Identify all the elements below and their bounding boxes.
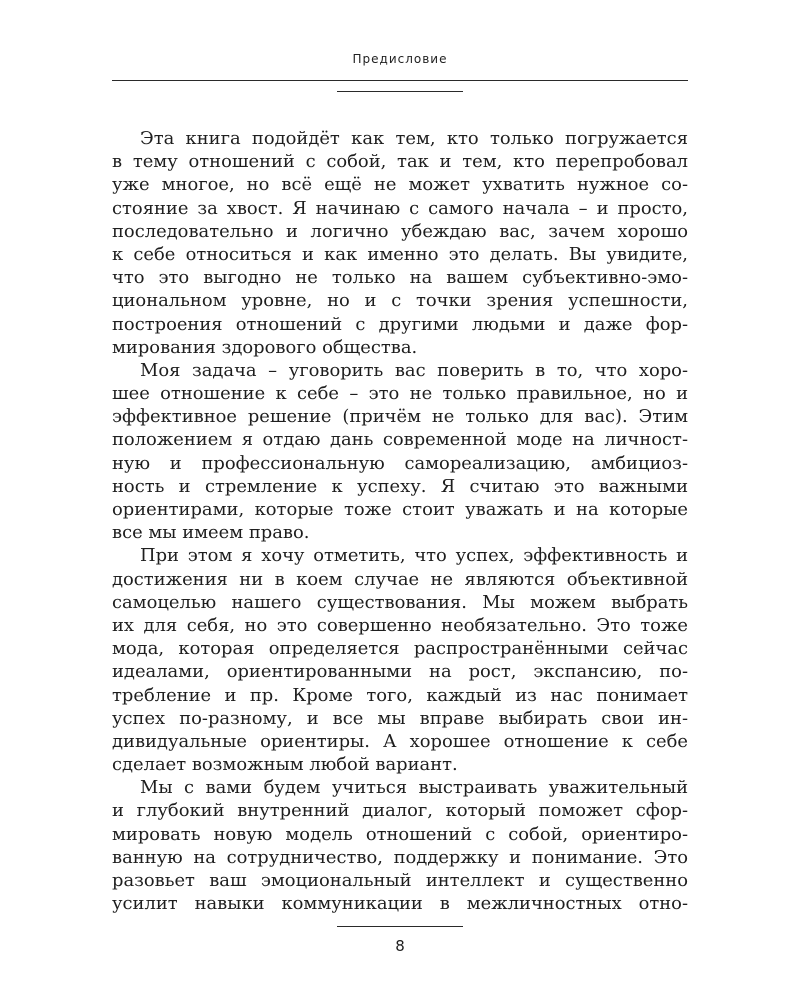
text-line: положением я отдаю дань современной моде на личност-: [112, 429, 688, 451]
text-line: циональном уровне, но и с точки зрения успешности,: [112, 290, 688, 312]
text-line: к себе относиться и как именно это делать. Вы увидите,: [112, 243, 688, 265]
text-line: их для себя, но это совершенно необязательно. Это тоже: [112, 614, 688, 636]
text-line: самоцелью нашего существования. Мы можем выбрать: [112, 591, 688, 613]
text-line: ориентирами, которые тоже стоит уважать и на которые: [112, 499, 688, 520]
text-line: Эта книга подойдёт как тем, кто только погружается: [140, 128, 688, 149]
text-line: ность и стремление к успеху. Я считаю это важными: [112, 475, 688, 497]
text-line: мирования здорового общества.: [112, 336, 418, 358]
text-line: уже многое, но всё ещё не может ухватить нужное со-: [112, 174, 688, 196]
text-line: эффективное решение (причём не только для вас). Этим: [112, 406, 688, 428]
text-line: При этом я хочу отметить, что успех, эффективность и: [140, 545, 688, 567]
text-line: построения отношений с другими людьми и даже фор-: [112, 313, 688, 335]
paragraph: [112, 127, 688, 359]
text-line: стояние за хвост. Я начинаю с самого начала – и просто,: [112, 197, 688, 219]
text-line: все мы имеем право.: [112, 522, 310, 544]
text-line: идеалами, ориентированными на рост, экспансию, по-: [112, 661, 688, 683]
text-line: что это выгодно не только на вашем субъективно-эмо-: [112, 267, 688, 289]
text-line: успех по-разному, и все мы вправе выбирать свои ин-: [112, 707, 688, 729]
paragraph: [112, 359, 688, 545]
text-line: усилит навыки коммуникации в межличностных отно-: [112, 893, 688, 915]
text-line: последовательно и логично убеждаю вас, зачем хорошо: [112, 220, 688, 242]
running-head: Предисловие: [352, 52, 448, 66]
text-line: мода, которая определяется распространёнными сейчас: [112, 638, 688, 660]
text-line: разовьет ваш эмоциональный интеллект и существенно: [112, 870, 688, 891]
footer-short-rule: [337, 926, 463, 927]
text-line: мировать новую модель отношений с собой, ориентиро-: [112, 823, 688, 845]
text-line: Моя задача – уговорить вас поверить в то, что хоро-: [140, 359, 688, 381]
text-line: шее отношение к себе – это не только правильное, но и: [112, 383, 688, 405]
header-rule: [112, 80, 688, 81]
text-line: и глубокий внутренний диалог, который поможет сфор-: [112, 800, 688, 822]
paragraph: [112, 544, 688, 776]
body-text: [112, 127, 688, 915]
text-line: ную и профессиональную самореализацию, амбициоз-: [112, 452, 688, 474]
text-line: Мы с вами будем учиться выстраивать уважительный: [140, 777, 688, 799]
paragraph: [112, 776, 688, 915]
text-line: достижения ни в коем случае не являются объективной: [112, 568, 688, 590]
text-line: в тему отношений с собой, так и тем, кто перепробовал: [112, 151, 688, 173]
text-line: ванную на сотрудничество, поддержку и понимание. Это: [112, 846, 688, 868]
text-line: требление и пр. Кроме того, каждый из нас понимает: [112, 684, 688, 706]
page-number: 8: [395, 937, 405, 955]
text-line: сделает возможным любой вариант.: [112, 754, 458, 776]
header-short-rule: [337, 91, 463, 92]
text-line: дивидуальные ориентиры. А хорошее отношение к себе: [112, 730, 688, 752]
